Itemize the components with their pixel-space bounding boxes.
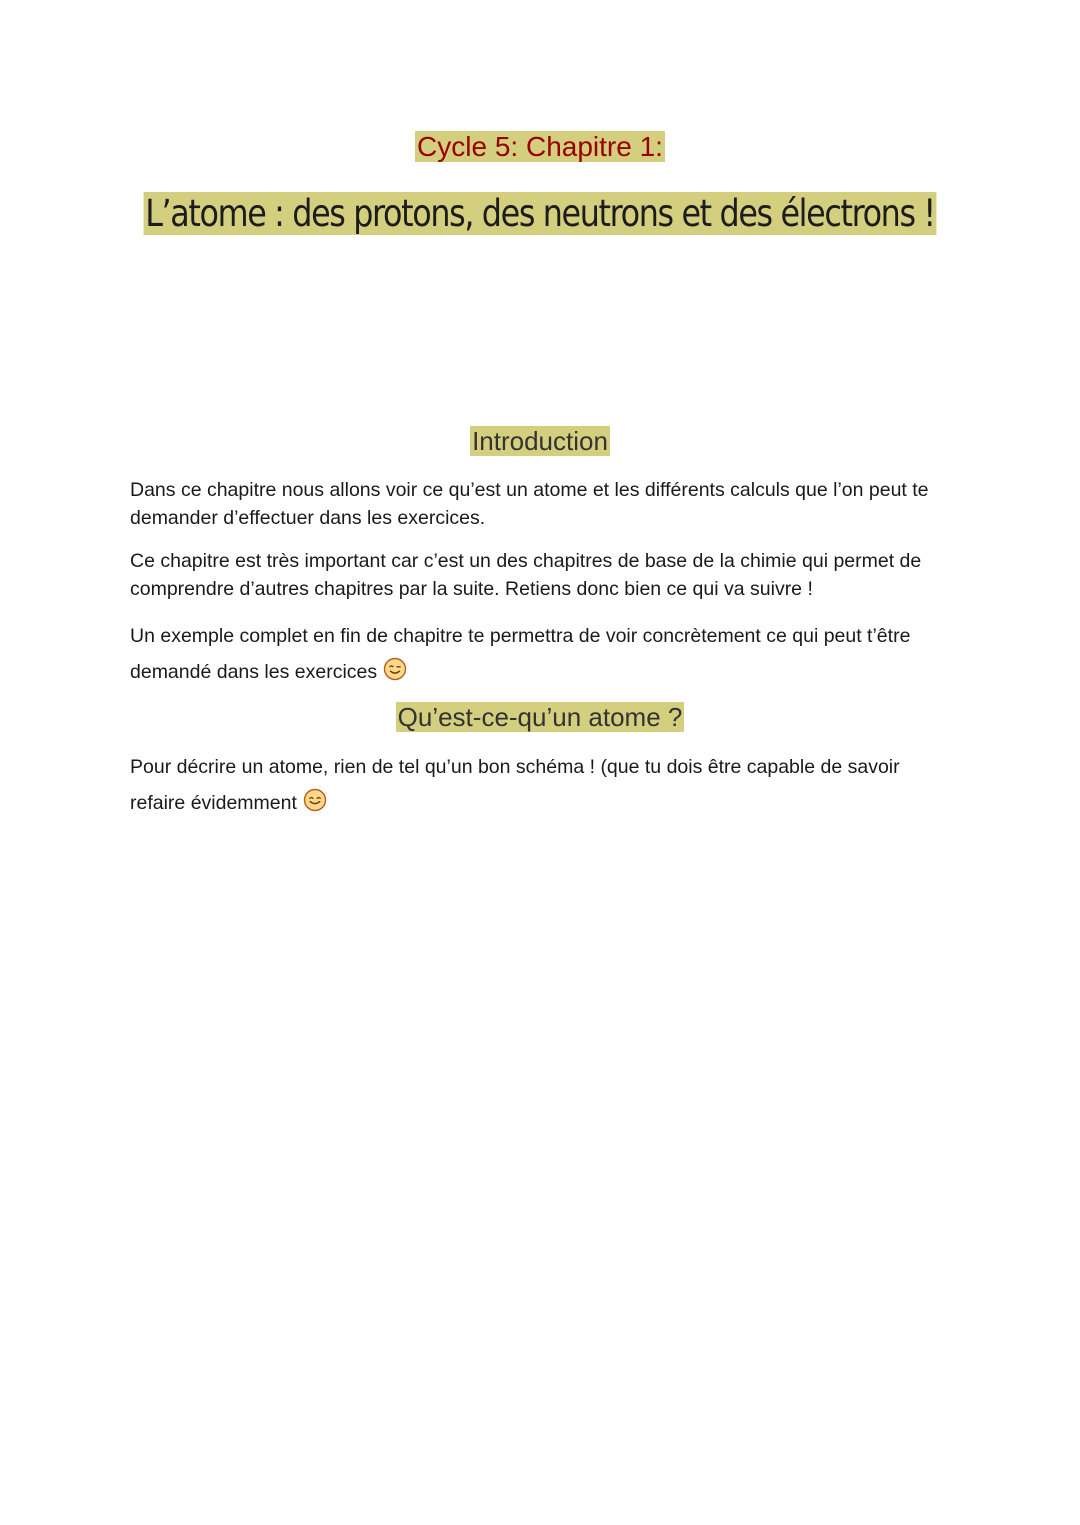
intro-paragraph-2: Ce chapitre est très important car c’est un des chapitres de base de la chimie qui permet de comprendre d’autres chapitres par la suite. Retiens donc bien ce qui va suivre ! [130, 550, 922, 600]
chapter-title-text: L’atome : des protons, des neutrons et des électrons ! [145, 192, 935, 235]
atome-paragraph-1 [130, 749, 960, 821]
intro-paragraph-3-text: Un exemple complet en fin de chapitre te permettra de voir concrètement ce qui peut t’être demandé dans les exercices [130, 625, 911, 683]
cycle-chapter-label [0, 128, 1080, 166]
introduction-heading-text: Introduction [472, 426, 608, 456]
cycle-chapter-text: Cycle 5: Chapitre 1: [417, 131, 663, 162]
smile-smiley-icon [303, 788, 327, 812]
atome-heading-text: Qu’est-ce-qu’un atome ? [397, 702, 683, 732]
atome-heading [0, 700, 1080, 734]
chapter-title [76, 186, 1005, 242]
intro-paragraph-1: Dans ce chapitre nous allons voir ce qu’est un atome et les différents calculs que l’on peut te demander d’effectuer dans les exercices. [130, 479, 929, 529]
intro-paragraph-3 [130, 618, 960, 690]
introduction-heading [0, 424, 1080, 458]
wink-smiley-icon [383, 657, 407, 681]
atome-paragraph-1-text: Pour décrire un atome, rien de tel qu’un bon schéma ! (que tu dois être capable de savoir refaire évidemment [130, 756, 900, 814]
